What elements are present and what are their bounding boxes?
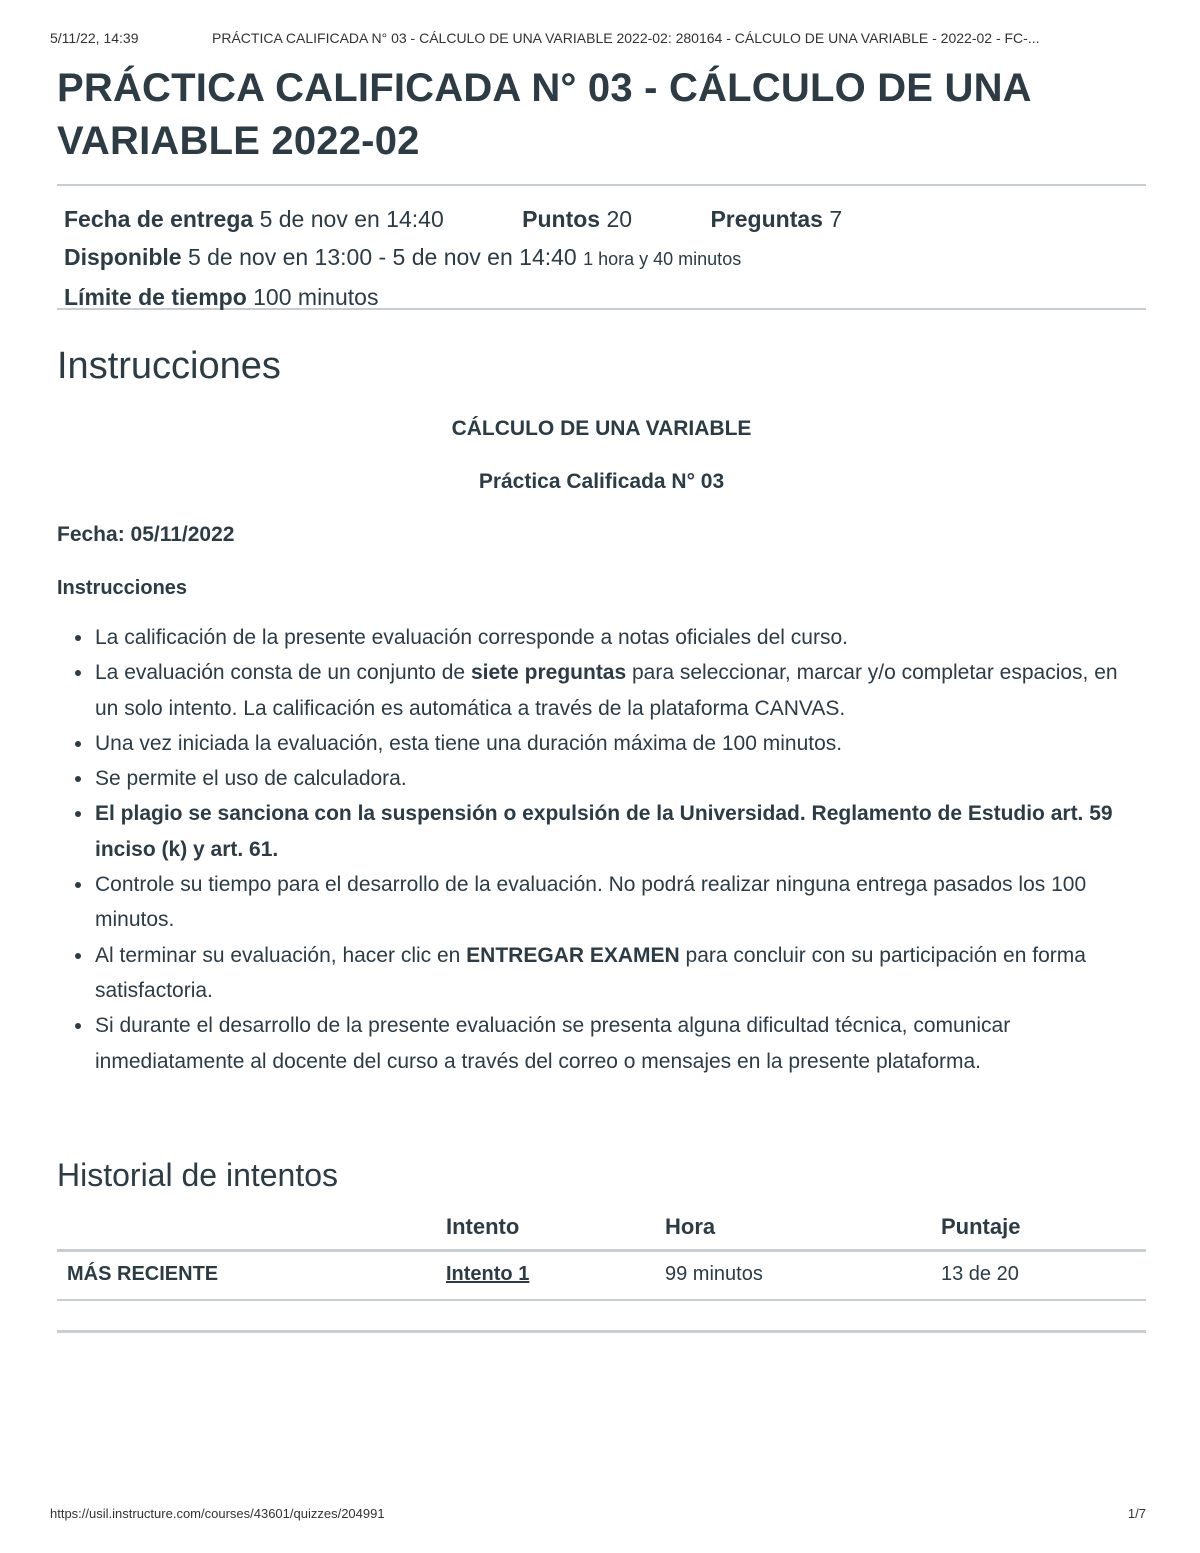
page-title [57,62,1146,168]
emphasis-text: siete preguntas [470,661,627,685]
list-item: • Se permite el uso de calculadora. [94,761,1146,796]
time-cell: 99 minutos [665,1250,941,1300]
plagiarism-warning: El plagio se sanciona con la suspensión o expulsión de la Universidad. Reglamento de Estudio art. 59 inciso (k) y art. 61. [95,802,1113,861]
instructions-heading: Instrucciones [57,345,281,387]
column-header-score: Puntaje [941,1213,1146,1251]
print-datetime: 5/11/22, 14:39 [50,30,139,46]
attempt-cell [446,1250,665,1300]
instructions-list [57,620,1146,1079]
attempt-history-table [57,1213,1146,1301]
print-footer [50,1506,1146,1521]
page-title-line1: PRÁCTICA CALIFICADA N° 03 - CÁLCULO DE UNA [57,66,1032,110]
list-item: • Al terminar su evaluación, hacer clic en ENTREGAR EXAMEN para concluir con su participación en forma satisfactoria. [94,938,1146,1009]
list-item: • La calificación de la presente evaluación corresponde a notas oficiales del curso. [94,620,1146,655]
attempt-link[interactable]: Intento 1 [446,1263,530,1286]
attempt-row-label: MÁS RECIENTE [57,1250,446,1300]
column-header-attempt: Intento [446,1213,665,1251]
table-row [57,1250,1146,1300]
list-item: • Controle su tiempo para el desarrollo de la evaluación. No podrá realizar ninguna entrega pasados los 100 minutos. [94,867,1146,938]
details-row-2 [64,238,1146,278]
due-value: 5 de nov en 14:40 [259,206,444,232]
page-title-line2: VARIABLE 2022-02 [57,119,420,163]
column-header-empty [57,1213,446,1251]
details-row-1 [64,200,1146,238]
divider [57,1330,1146,1333]
questions-label: Preguntas [710,206,823,232]
questions-value: 7 [829,206,843,232]
list-item: • La evaluación consta de un conjunto de siete preguntas para seleccionar, marcar y/o completar espacios, en un solo intento. La calificación es automática a través de la plataforma CANVAS. [94,655,1146,726]
practice-name: Práctica Calificada N° 03 [478,470,725,493]
print-url: https://usil.instructure.com/courses/43601/quizzes/204991 [50,1506,385,1521]
available-duration: 1 hora y 40 minutos [583,249,742,269]
list-item: • Si durante el desarrollo de la presente evaluación se presenta alguna dificultad técnica, comunicar inmediatamente al docente del curso a través del correo o mensajes en la presente plataforma. [94,1008,1146,1079]
available-label: Disponible [64,244,182,270]
details-row-3 [64,278,1146,316]
quiz-details [57,186,1146,308]
history-heading: Historial de intentos [57,1156,339,1193]
emphasis-text: ENTREGAR EXAMEN [466,943,680,967]
score-cell: 13 de 20 [941,1250,1146,1300]
column-header-time: Hora [665,1213,941,1251]
points-label: Puntos [522,206,601,232]
time-limit-label: Límite de tiempo [64,284,247,310]
exam-date: Fecha: 05/11/2022 [57,523,235,546]
course-name: CÁLCULO DE UNA VARIABLE [451,417,752,440]
print-doc-title: PRÁCTICA CALIFICADA N° 03 - CÁLCULO DE UNA VARIABLE 2022-02: 280164 - CÁLCULO DE UNA VARIABLE - 2022-02 - FC-... [212,30,1040,46]
list-item [94,796,1146,867]
quiz-content [57,62,1146,1333]
due-label: Fecha de entrega [64,206,254,232]
instructions-subheading: Instrucciones [57,577,188,599]
page-number: 1/7 [1127,1506,1146,1521]
available-value: 5 de nov en 13:00 - 5 de nov en 14:40 [187,244,577,270]
time-limit-value: 100 minutos [253,284,379,310]
points-value: 20 [606,206,633,232]
list-item: • Una vez iniciada la evaluación, esta tiene una duración máxima de 100 minutos. [94,726,1146,761]
table-header-row [57,1213,1146,1251]
